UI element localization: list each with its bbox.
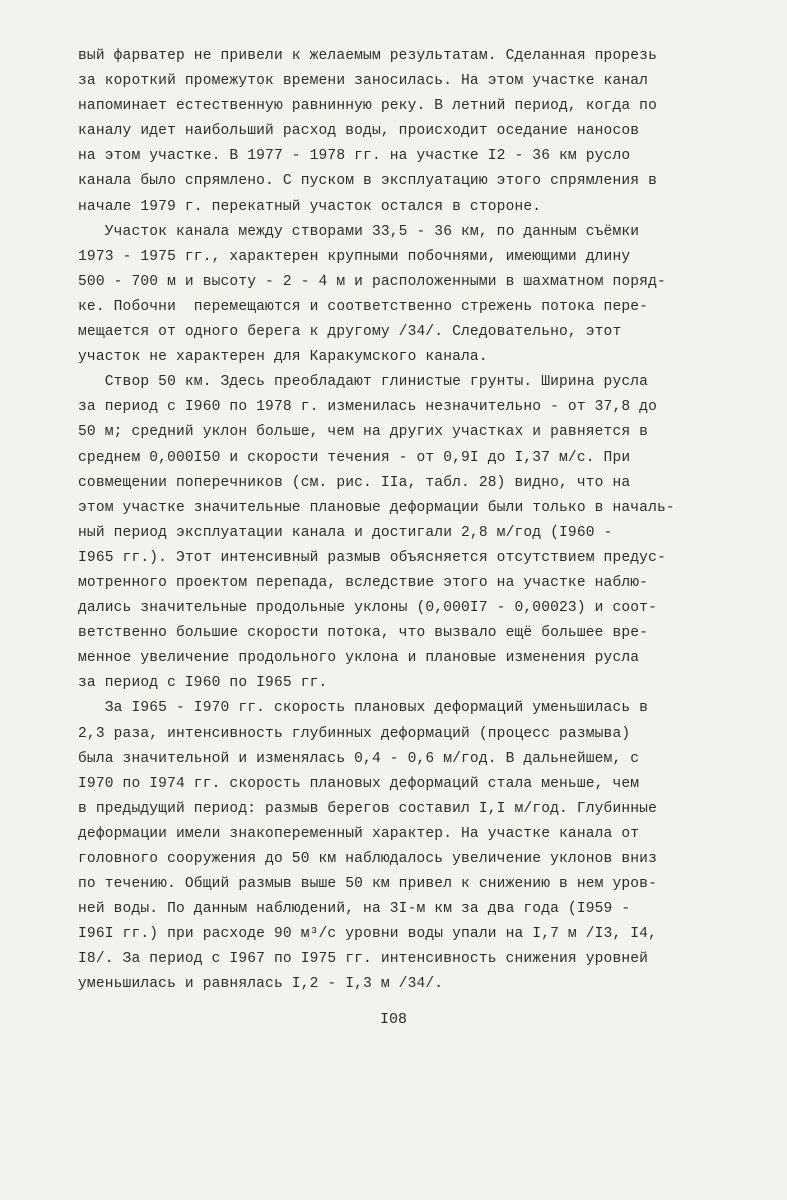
text-line: мещается от одного берега к другому /34/. Следовательно, этот bbox=[78, 324, 622, 341]
page-number: I08 bbox=[379, 1011, 407, 1028]
text-line: 500 - 700 м и высоту - 2 - 4 м и расположенными в шахматном поряд- bbox=[78, 273, 666, 290]
text-line: дались значительные продольные уклоны (0,000I7 - 0,00023) и соот- bbox=[78, 600, 657, 617]
text-line: среднем 0,000I50 и скорости течения - от 0,9I до I,37 м/с. При bbox=[78, 449, 631, 466]
text-line: совмещении поперечников (см. рис. IIа, табл. 28) видно, что на bbox=[78, 474, 631, 491]
text-line: 50 м; средний уклон больше, чем на других участках и равняется в bbox=[78, 424, 649, 441]
text-line: за короткий промежуток времени заносилась. На этом участке канал bbox=[78, 73, 649, 90]
text-line: деформации имели знакопеременный характер. На участке канала от bbox=[78, 825, 640, 842]
text-line: канала было спрямлено. С пуском в эксплуатацию этого спрямления в bbox=[78, 173, 657, 190]
text-line: ветственно большие скорости потока, что вызвало ещё большее вре- bbox=[78, 625, 649, 642]
text-line: I8/. За период с I967 по I975 гг. интенсивность снижения уровней bbox=[78, 951, 649, 968]
text-line: этом участке значительные плановые деформации были только в началь- bbox=[78, 499, 675, 516]
text-line: 1973 - 1975 гг., характерен крупными побочнями, имеющими длину bbox=[78, 248, 631, 265]
text-line: за период с I960 по I965 гг. bbox=[78, 675, 328, 692]
text-line: в предыдущий период: размыв берегов составил I,I м/год. Глубинные bbox=[78, 800, 657, 817]
text-line: менное увеличение продольного уклона и плановые изменения русла bbox=[78, 650, 640, 667]
text-line: мотренного проектом перепада, вследствие этого на участке наблю- bbox=[78, 574, 649, 591]
text-line: за период с I960 по 1978 г. изменилась незначительно - от 37,8 до bbox=[78, 399, 657, 416]
text-line: Створ 50 км. Здесь преобладают глинистые грунты. Ширина русла bbox=[78, 374, 649, 391]
body-text bbox=[78, 44, 768, 998]
text-line: ке. Побочни перемещаются и соответственно стрежень потока пере- bbox=[78, 298, 649, 315]
text-line: участок не характерен для Каракумского канала. bbox=[78, 349, 488, 366]
text-line: I965 гг.). Этот интенсивный размыв объясняется отсутствием предус- bbox=[78, 549, 666, 566]
text-line: I970 по I974 гг. скорость плановых деформаций стала меньше, чем bbox=[78, 775, 640, 792]
text-line: Участок канала между створами 33,5 - 36 км, по данным съёмки bbox=[78, 223, 640, 240]
text-line: За I965 - I970 гг. скорость плановых деформаций уменьшилась в bbox=[78, 700, 649, 717]
text-line: ней воды. По данным наблюдений, на 3I-м км за два года (I959 - bbox=[78, 901, 631, 918]
text-line: начале 1979 г. перекатный участок остался в стороне. bbox=[78, 198, 542, 215]
text-line: головного сооружения до 50 км наблюдалось увеличение уклонов вниз bbox=[78, 851, 657, 867]
text-line: каналу идет наибольший расход воды, происходит оседание наносов bbox=[78, 123, 640, 140]
text-line: ный период эксплуатации канала и достигали 2,8 м/год (I960 - bbox=[78, 524, 613, 541]
text-line: на этом участке. В 1977 - 1978 гг. на участке I2 - 36 км русло bbox=[78, 148, 631, 165]
text-line: напоминает естественную равнинную реку. В летний период, когда по bbox=[78, 98, 657, 115]
text-line: I96I гг.) при расходе 90 м³/с уровни воды упали на I,7 м /I3, I4, bbox=[78, 926, 657, 943]
text-line: по течению. Общий размыв выше 50 км привел к снижению в нем уров- bbox=[78, 876, 657, 893]
text-line: вый фарватер не привели к желаемым результатам. Сделанная прорезь bbox=[78, 48, 657, 64]
text-line: 2,3 раза, интенсивность глубинных деформаций (процесс размыва) bbox=[78, 725, 631, 742]
text-line: была значительной и изменялась 0,4 - 0,6 м/год. В дальнейшем, с bbox=[78, 750, 640, 767]
text-line: уменьшилась и равнялась I,2 - I,3 м /34/. bbox=[78, 976, 444, 993]
